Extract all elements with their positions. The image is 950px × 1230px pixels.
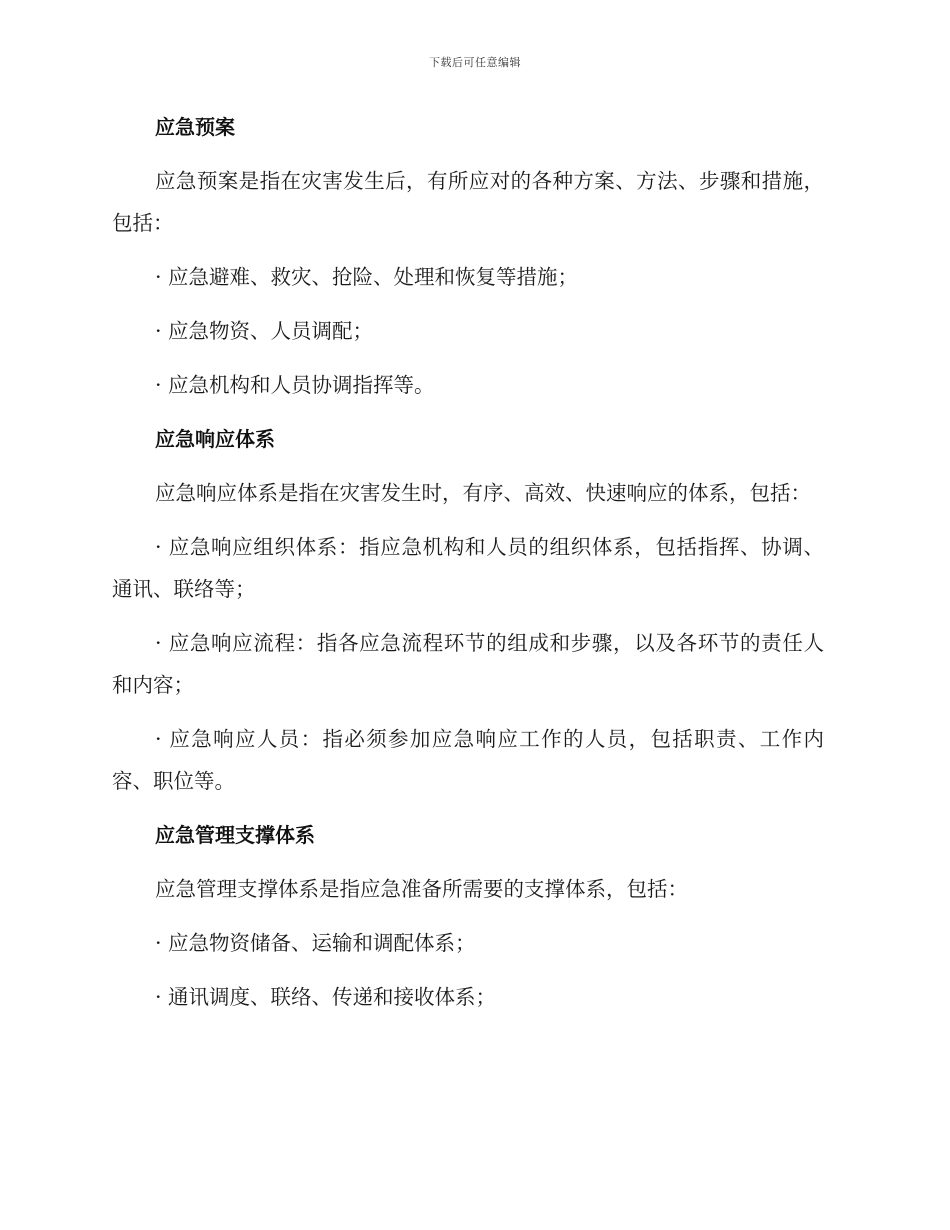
paragraph-plan-definition: 应急预案是指在灾害发生后，有所应对的各种方案、方法、步骤和措施，包括： (112, 169, 824, 235)
bullet-item: · 应急物资、人员调配； (155, 319, 374, 343)
bullet-item: · 应急响应流程：指各应急流程环节的组成和步骤，以及各环节的责任人和内容； (112, 631, 824, 697)
bullet-item: · 应急避难、救灾、抢险、处理和恢复等措施； (155, 265, 579, 289)
bullet-item: · 通讯调度、联络、传递和接收体系； (155, 985, 497, 1009)
paragraph-support-definition: 应急管理支撑体系是指应急准备所需要的支撑体系，包括： (155, 877, 688, 901)
document-body (112, 106, 824, 1030)
section-heading-response-system: 应急响应体系 (155, 427, 275, 451)
bullet-item: · 应急响应组织体系：指应急机构和人员的组织体系，包括指挥、协调、通讯、联络等； (112, 535, 824, 601)
bullet-item: · 应急物资储备、运输和调配体系； (155, 931, 476, 955)
bullet-item: · 应急响应人员：指必须参加应急响应工作的人员，包括职责、工作内容、职位等。 (112, 727, 824, 793)
paragraph-response-definition: 应急响应体系是指在灾害发生时，有序、高效、快速响应的体系，包括： (155, 481, 811, 505)
section-heading-support-system: 应急管理支撑体系 (155, 823, 315, 847)
bullet-item: · 应急机构和人员协调指挥等。 (155, 373, 435, 397)
section-heading-emergency-plan: 应急预案 (155, 115, 235, 139)
page-header-note: 下载后可任意编辑 (429, 56, 521, 69)
